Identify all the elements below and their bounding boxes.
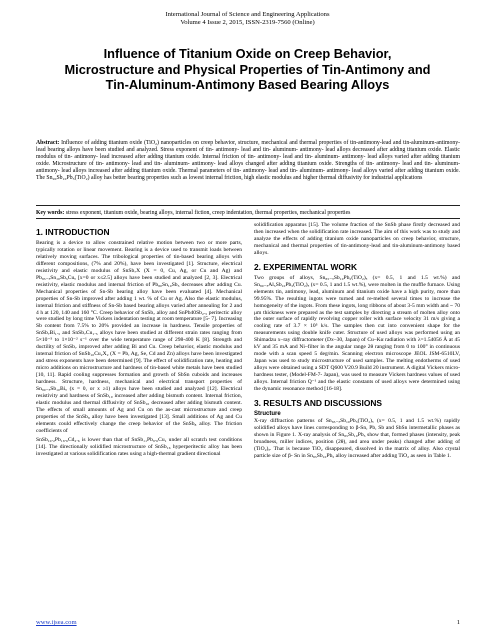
- introduction-paragraph-2: SnSb₁₀.₂Pb₁₈.₆Cd₂.₆ is lower than that of SnSb₁₁Pb₉.₆Cu₁ under all scratch test conditions [14]. The directionally solidified microstructure of SnSb₁₆ hyperperitectic alloy has been investigated at various solidification rates using a high-thermal gradient directional: [36, 436, 242, 457]
- left-column: [36, 222, 242, 460]
- journal-name: International Journal of Science and Engineering Applications: [165, 11, 330, 18]
- experimental-paragraph: Two groups of alloys, Sn₈₅₋ₓSb₁₀Pb₅(TiO₂)ₓ (x= 0.5, 1 and 1.5 wt.%) and Sn₈₀₋ₓAl₅Sb₁₀Pb₅(TiO₂)ₓ (x= 0.5, 1 and 1.5 wt.%), were molten in the muffle furnace. Using elements tin, antimony, lead, aluminum and titanium oxide have a high purity, more than 99.95%. The resulting ingots were turned and re-melted several times to increase the homogeneity of the ingots. From these ingots, long ribbons of about 3-5 mm width and ~ 70 μm thickness were prepared as the test samples by directing a stream of molten alloy onto the outer surface of rapidly revolving copper roller with surface velocity 31 m/s giving a cooling rate of 3.7 × 10⁵ k/s. The samples then cut into convenient shape for the measurements using double knife cuter. Structure of used alloys was performed using an Shimadzu x–ray diffractometer (Dx–30, Japan) of Cu–Kα radiation with λ=1.54056 Å at 45 kV and 35 mA and Ni–filter in the angular range 2θ ranging from 0 to 100° in continuous mode with a scan speed 5 deg/min. Scanning electron microscope JEOL JSM-6510LV, Japan was used to study microstructure of used samples. The melting endotherms of used alloys were obtained using a SDT Q600 V20.9 Build 20 instrument. A digital Vickers micro-hardness tester, (Model-FM-7- Japan), was used to measure Vickers hardness values of used alloys. Internal friction Q⁻¹ and the elastic constants of used alloys were determined using the dynamic resonance method [16-18].: [254, 274, 460, 393]
- journal-volume: Volume 4 Issue 2, 2015, ISSN-2319-7560 (Online): [180, 19, 315, 27]
- section-heading-results: 3. RESULTS AND DISCUSSIONS: [254, 397, 382, 408]
- section-heading-introduction: 1. INTRODUCTION: [36, 227, 110, 237]
- title-line-2: Microstructure and Physical Properties of Tin-Antimony and: [64, 61, 431, 77]
- introduction-paragraph-1: Bearing is a device to allow constrained relative motion between two or more parts, typically rotation or linear movement. Bearing is a device used to transmit loads between relatively moving surfaces. The tribological properties of tin-based bearing alloys with different compositions, (7% and 20%), have been investigated [1]. Structure, electrical resistivity and elastic modulus of SnSb₇X (X = 0, Cu, Ag, or Cu and Ag) and Pb₈₅₋ₓSn₁₀Sb₅Cuₓ [x=0 or x≤2.5] alloys have been studied and analyzed [2, 3]. Electrical resistivity, elastic modulus and internal friction of Pb₈₀Sn₁₀Sb₅ decreases after adding Cu. Mechanical properties of Sn-Sb bearing alloy have been evaluated [4]. Mechanical properties of Sn-Sb improved after adding 1 wt. % of Cu or Ag. Also the elastic modulus, internal friction and stiffness of Sn-Sb based bearing alloys varied after annealing for 2 and 4 h at 120, 140 and 160 °C. Creep behavior of SnSb₇ alloy and SnPb40Sb₂.₅ peritectic alloy were studied by long time Vickers indentation testing at room temperature [5- 7]. Increasing Sb content from 7.5% to 20% provided an increase in hardness. Tensile properties of SnSb₇Bi₁.₅ and SnSb₇Cu₁.₅ alloys have been studied at different strain rates ranging from 5×10⁻⁵ to 1×10⁻² s⁻¹ over the wide temperature range of 298-400 K [8]. Strength and ductility of SnSb₇ improved after adding Bi and Cu. Creep behavior, elastic modulus and internal friction of SnSb₁₀Cu₂X₂ (X = Pb, Ag, Se, Cd and Zn) alloys have been investigated and stress exponents have been determined [9]. The effect of solidification rate, heating and micro additions on microstructure and hardness of tin-based white metals have been studied [10, 11]. Rapid cooling suppresses formation and growth of SbSn cuboids and increases hardness. Structure, hardness, mechanical and electrical transport properties of Sn₉₀₋ₓSb₁₀Biₓ (x = 0, or x ≥1) alloys have been studied and analyzed [12]. Electrical resistivity and hardness of SnSb₁₀ increased after adding bismuth content. Internal friction, elastic modulus and thermal diffusivity of SnSb₁₀ decreased after adding bismuth content. The effects of small amounts of Ag and Cu on the as-cast microstructure and creep properties of the SnSb₈ alloy have been investigated [13]. Small additions of Ag and Cu elements could effectively change the creep behavior of the SnSb₈ alloy. The friction coefficients of: [36, 240, 242, 434]
- introduction-continued: solidification apparatus [15]. The volume fraction of the SnSb phase firstly decreased and then increased when the solidification rate increased. The aim of this work was to study and analyze the effects of adding titanium oxide nanoparticles on creep behavior, structure, mechanical and thermal properties of tin-antimony-lead and tin-aluminum-antimony based alloys.: [254, 222, 460, 256]
- right-column: [254, 222, 460, 462]
- journal-url-link[interactable]: www.ijsea.com: [36, 619, 77, 626]
- page-footer: [36, 619, 460, 627]
- title-line-1: Influence of Titanium Oxide on Creep Behavior,: [103, 46, 392, 61]
- paper-title: [40, 46, 455, 93]
- section-heading-experimental: 2. EXPERIMENTAL WORK: [254, 261, 357, 272]
- abstract: [36, 140, 460, 182]
- keywords: [36, 210, 460, 217]
- subsection-heading-structure: Structure: [254, 410, 281, 417]
- results-paragraph: X-ray diffraction patterns of Sn₈₅₋ₓSb₁₀Pb₅(TiO₂)ₓ (x= 0.5, 1 and 1.5 wt.%) rapidly solidified alloys have lines corresponding to β-Sn, Pb, Sb and SbSn intermetallic phases as shown in Figure 1. X-ray analysis of Sn₈₅Sb₁₀Pb₅ show that, formed phases (intensity, peak broadness, miller indices, position (2θ), and area under peaks) changed after adding of (TiO₂)ₓ. That is because TiO₂ disappeared, dissolved in the matrix of alloy. Also crystal particle size of β- Sn in Sn₈₅Sb₁₀Pb₅ alloy increased after adding TiO₂ as seen in Table 1.: [254, 418, 460, 460]
- page-number: 1: [456, 619, 460, 626]
- abstract-label: Abstract:: [36, 140, 60, 146]
- journal-header: [0, 11, 495, 28]
- title-line-3: Tin-Aluminum-Antimony Based Bearing Alloys: [105, 77, 390, 93]
- abstract-text: Influence of adding titanium oxide (TiO₂) nanoparticles on creep behavior, structure, mechanical and thermal properties of tin-antimony-lead and tin-aluminum-antimony-lead bearing alloys have been studied and analyzed. Stress exponent of tin- antimony- lead and tin- aluminum- antimony- lead alloys decreased after adding titanium oxide. Elastic modulus of tin- antimony- lead increased after adding titanium oxide. Internal friction of tin- antimony- lead and tin- aluminum- antimony- lead alloys varied after adding titanium oxide. Microstructure of tin- antimony- lead and tin- aluminum- antimony- lead alloys changed after adding titanium oxide. Strengths of tin- antimony- lead and tin- aluminum- antimony- lead alloys increased after adding titanium oxide. Thermal parameters of tin- antimony- lead and tin- aluminum- antimony- lead alloys varied after adding titanium oxide. The Sn₉₀Sb₁₀Pb₅(TiO₂) alloy has better bearing properties such as lowest internal friction, high elastic modulus and higher thermal diffusivity for industrial applications: [36, 140, 460, 182]
- divider-bottom: [36, 218, 460, 219]
- divider-top: [36, 205, 460, 206]
- keywords-label: Key words:: [36, 210, 65, 216]
- keywords-text: stress exponent, titanium oxide, bearing alloys, internal fiction, creep indentation, thermal properties, mechanical properties: [64, 210, 351, 216]
